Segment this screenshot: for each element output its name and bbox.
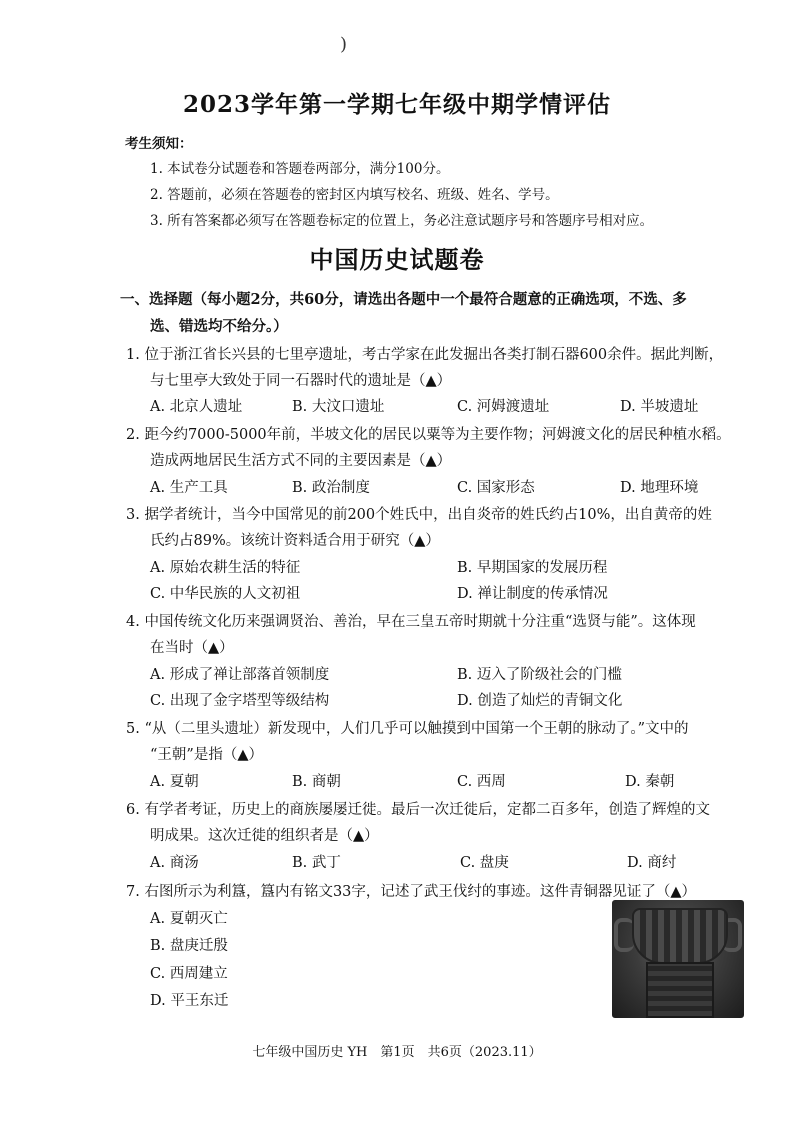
question-1-line1: 1. 位于浙江省长兴县的七里亭遗址，考古学家在此发掘出各类打制石器600余件。据此判断， [126,347,724,363]
stray-mark: ) [340,34,348,55]
exam-title: 2023学年第一学期七年级中期学情评估 [182,91,611,118]
page-footer: 七年级中国历史 YH 第1页 共6页（2023.11） [252,1045,542,1060]
question-2-option-c: C. 国家形态 [457,480,535,496]
section-heading-line2: 选、错选均不给分。） [150,318,288,335]
notice-item-2: 2. 答题前，必须在答题卷的密封区内填写校名、班级、姓名、学号。 [150,187,559,203]
question-4-line2: 在当时（▲） [150,640,234,656]
question-3-option-a: A. 原始农耕生活的特征 [150,560,301,576]
question-4-option-c: C. 出现了金字塔型等级结构 [150,693,330,709]
notice-heading: 考生须知： [125,136,193,152]
vessel-left-handle [614,918,634,952]
question-4-option-d: D. 创造了灿烂的青铜文化 [457,693,623,709]
question-6-line1: 6. 有学者考证，历史上的商族屡屡迁徙。最后一次迁徙后，定都二百多年，创造了辉煌的文 [126,802,710,818]
question-1-option-b: B. 大汶口遗址 [292,399,385,415]
question-5-option-a: A. 夏朝 [150,774,199,790]
question-1-option-c: C. 河姆渡遗址 [457,399,550,415]
question-6-option-c: C. 盘庚 [460,855,509,871]
question-2-option-d: D. 地理环境 [620,480,699,496]
question-1-option-a: A. 北京人遗址 [150,399,243,415]
question-5-option-c: C. 西周 [457,774,506,790]
question-5-option-b: B. 商朝 [292,774,341,790]
question-7-option-b: B. 盘庚迁殷 [150,938,228,954]
question-6-option-d: D. 商纣 [627,855,677,871]
vessel-base [646,962,714,1018]
section-heading-line1: 一、选择题（每小题2分，共60分，请选出各题中一个最符合题意的正确选项，不选、多 [120,291,687,308]
question-3-option-c: C. 中华民族的人文初祖 [150,586,301,602]
question-2-line2: 造成两地居民生活方式不同的主要因素是（▲） [150,453,452,469]
question-2-option-a: A. 生产工具 [150,480,228,496]
notice-item-3: 3. 所有答案都必须写在答题卷标定的位置上，务必注意试题序号和答题序号相对应。 [150,213,654,229]
question-7-option-d: D. 平王东迁 [150,993,229,1009]
notice-item-1: 1. 本试卷分试题卷和答题卷两部分，满分100分。 [150,161,450,177]
question-7-option-c: C. 西周建立 [150,966,228,982]
question-1-option-d: D. 半坡遗址 [620,399,699,415]
vessel-bowl [632,908,728,964]
question-6-option-b: B. 武丁 [292,855,341,871]
question-2-option-b: B. 政治制度 [292,480,370,496]
question-4-option-a: A. 形成了禅让部落首领制度 [150,667,330,683]
question-6-line2: 明成果。这次迁徙的组织者是（▲） [150,828,379,844]
question-3-option-d: D. 禅让制度的传承情况 [457,586,608,602]
question-7-line1: 7. 右图所示为利簋，簋内有铭文33字，记述了武王伐纣的事迹。这件青铜器见证了（▲） [126,884,697,900]
question-7-option-a: A. 夏朝灭亡 [150,911,228,927]
question-3-option-b: B. 早期国家的发展历程 [457,560,608,576]
paper-subtitle: 中国历史试题卷 [309,246,485,274]
question-3-line2: 氏约占89%。该统计资料适合用于研究（▲） [150,533,440,549]
question-3-line1: 3. 据学者统计，当今中国常见的前200个姓氏中，出自炎帝的姓氏约占10%，出自黄帝的姓 [126,507,712,523]
question-1-line2: 与七里亭大致处于同一石器时代的遗址是（▲） [150,373,452,389]
question-4-option-b: B. 迈入了阶级社会的门槛 [457,667,622,683]
question-6-option-a: A. 商汤 [150,855,199,871]
question-2-line1: 2. 距今约7000-5000年前，半坡文化的居民以粟等为主要作物；河姆渡文化的居民种植水稻。 [126,427,731,443]
question-5-option-d: D. 秦朝 [625,774,675,790]
question-5-line2: “王朝”是指（▲） [150,747,263,763]
question-4-line1: 4. 中国传统文化历来强调贤治、善治，早在三皇五帝时期就十分注重“选贤与能”。这体现 [126,614,696,630]
question-5-line1: 5. “从（二里头遗址）新发现中，人们几乎可以触摸到中国第一个王朝的脉动了。”文中的 [126,721,689,737]
ligui-bronze-vessel-image [612,900,744,1018]
